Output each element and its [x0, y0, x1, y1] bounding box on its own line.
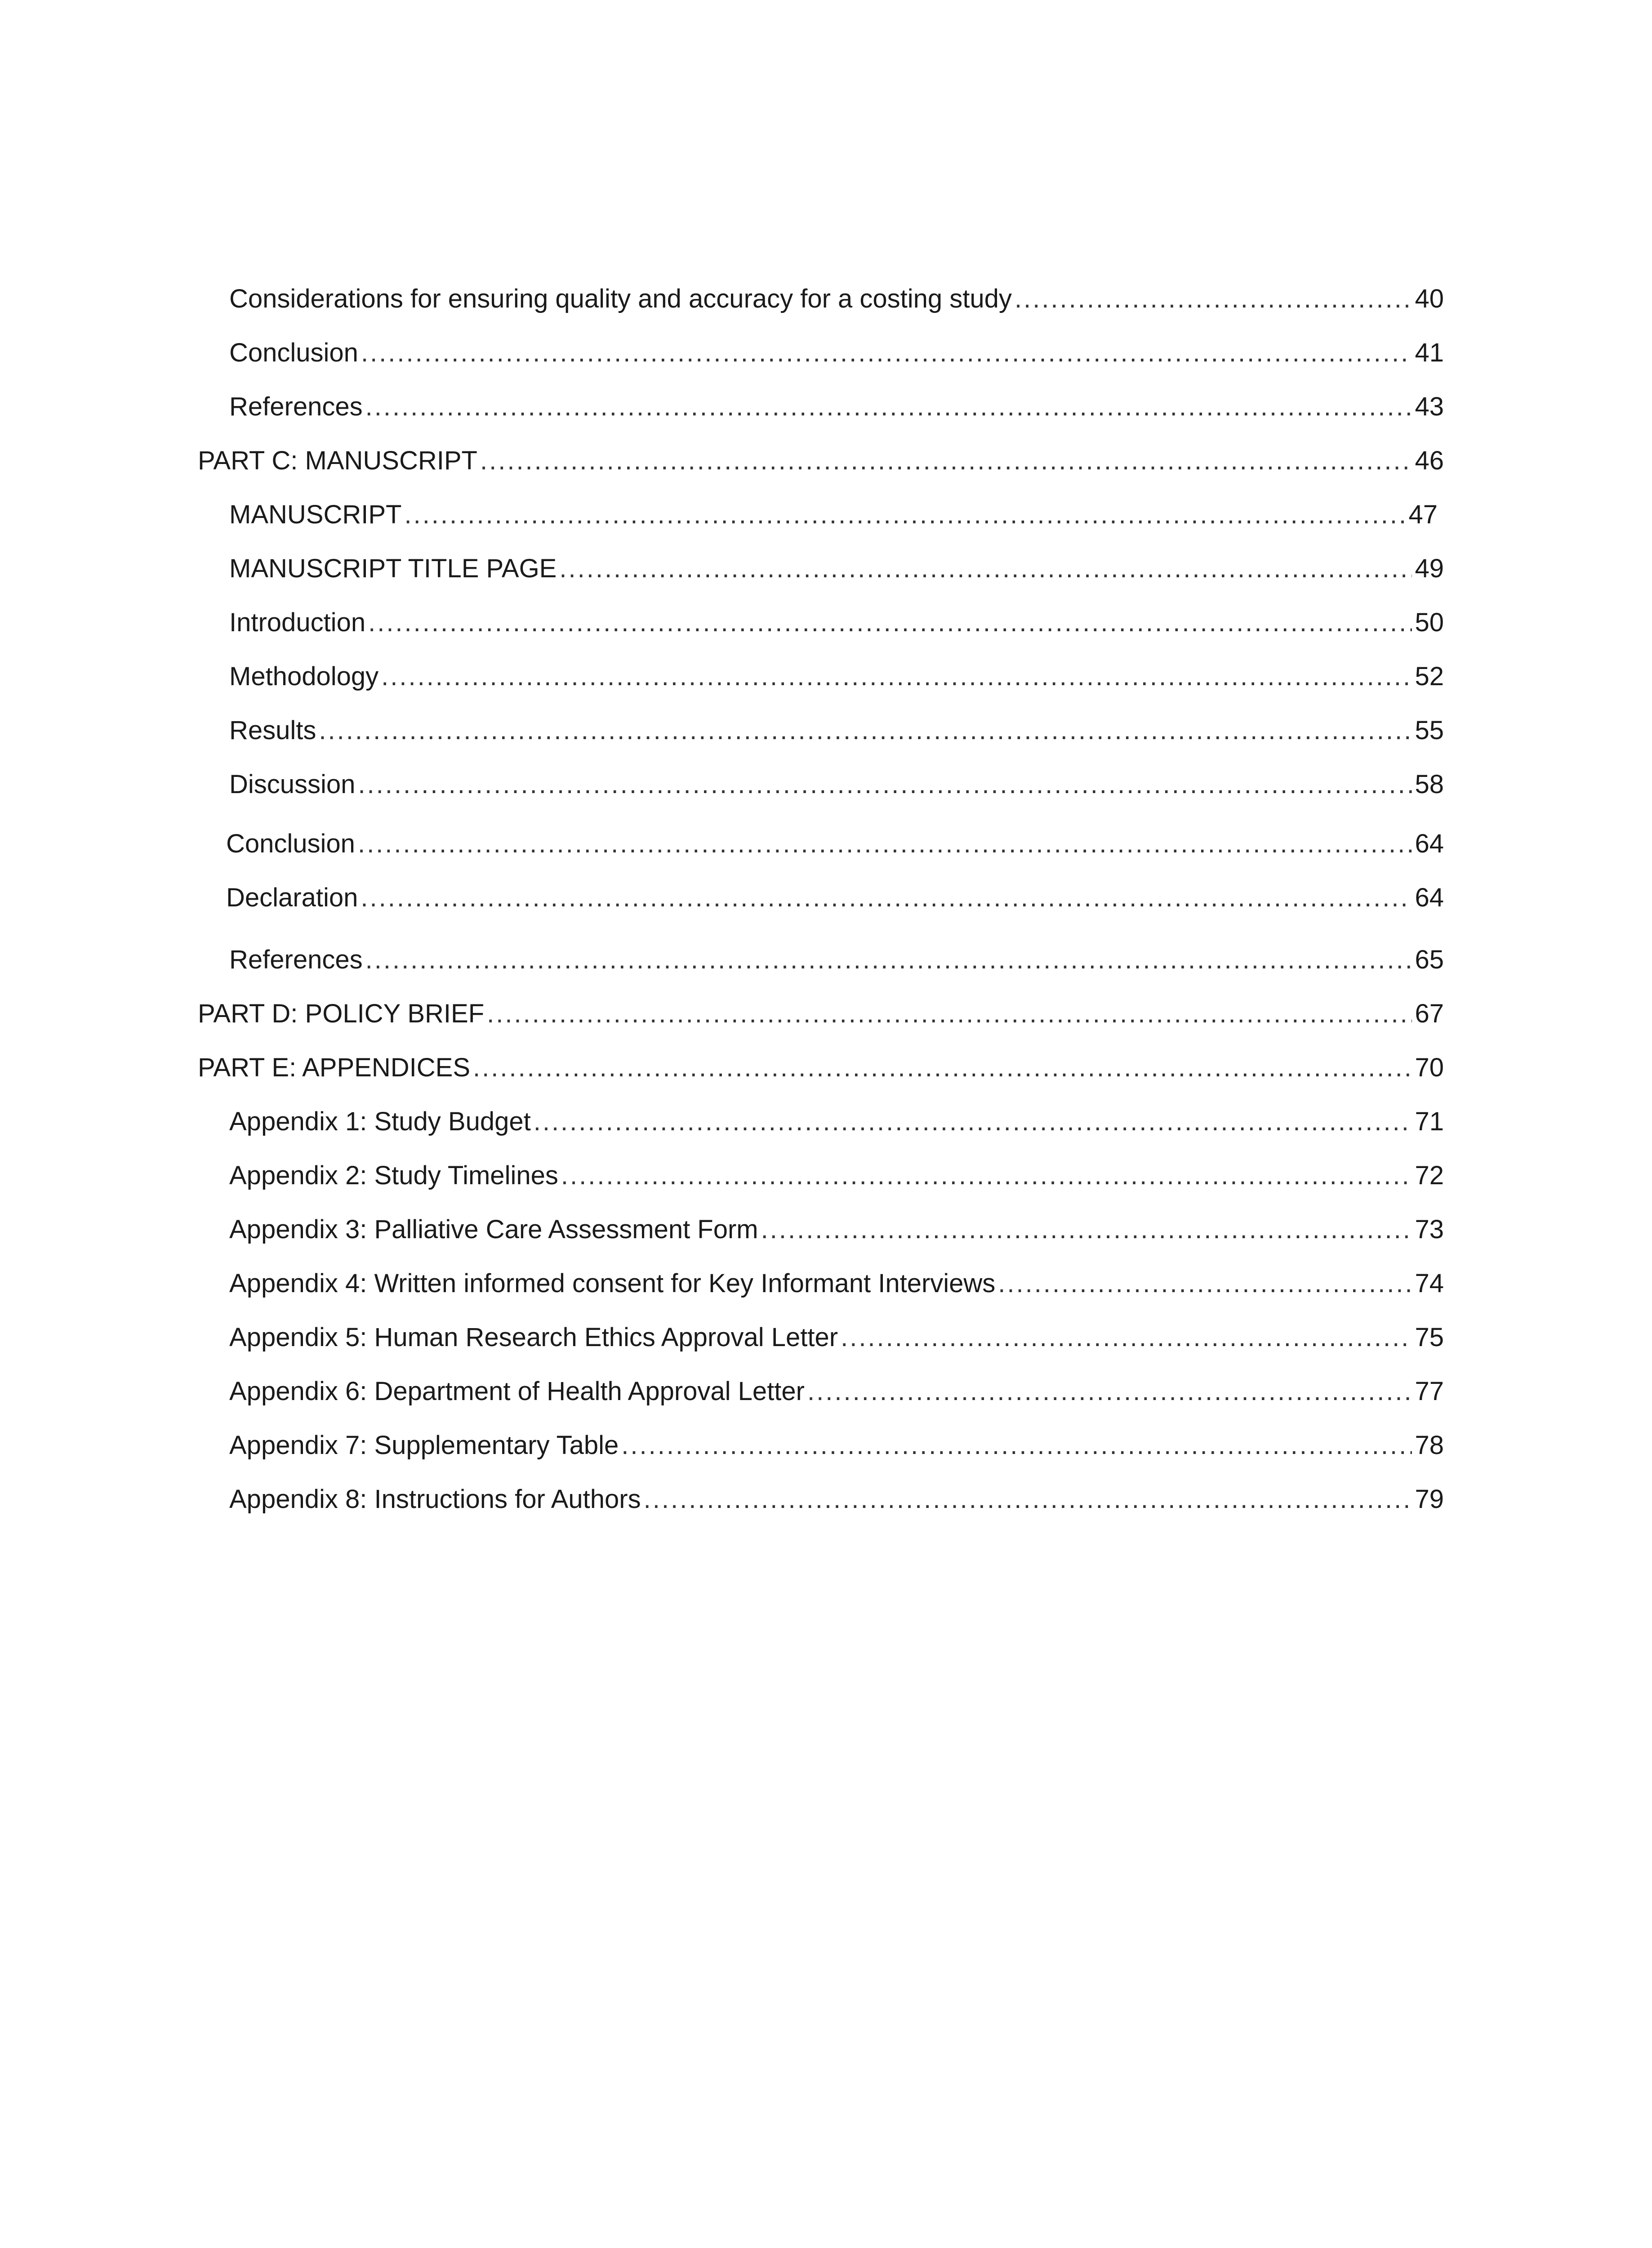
toc-entry[interactable]: [198, 764, 1444, 805]
toc-dot-leader: [365, 387, 1412, 427]
toc-dot-leader: [561, 1155, 1412, 1196]
toc-entry[interactable]: [198, 1479, 1444, 1520]
toc-entry[interactable]: [198, 602, 1444, 643]
toc-dot-leader: [480, 441, 1412, 481]
toc-entry-page: 52: [1415, 662, 1444, 691]
toc-entry-label: Declaration: [226, 883, 358, 912]
toc-entry-page: 73: [1415, 1215, 1444, 1244]
toc-entry-label: MANUSCRIPT TITLE PAGE: [229, 554, 557, 583]
toc-entry[interactable]: [198, 1263, 1444, 1304]
toc-entry[interactable]: [198, 1102, 1444, 1142]
toc-entry-page: 43: [1415, 392, 1444, 421]
toc-entry-page: 74: [1415, 1269, 1444, 1298]
toc-entry-label: Appendix 2: Study Timelines: [229, 1161, 558, 1190]
toc-entry[interactable]: [198, 656, 1444, 697]
toc-entry-label: Conclusion: [226, 829, 355, 858]
toc-entry-label: MANUSCRIPT: [229, 500, 402, 529]
toc-entry-page: 47: [1408, 500, 1438, 529]
toc-entry-label: Discussion: [229, 770, 356, 799]
toc-entry-page: 41: [1415, 338, 1444, 367]
toc-entry-label: Appendix 7: Supplementary Table: [229, 1431, 619, 1460]
toc-entry-page: 77: [1415, 1377, 1444, 1406]
toc-entry-label: PART D: POLICY BRIEF: [198, 999, 485, 1028]
toc-dot-leader: [841, 1317, 1412, 1358]
toc-entry-label: Appendix 4: Written informed consent for Key Informant Interviews: [229, 1269, 996, 1298]
toc-dot-leader: [361, 333, 1412, 373]
toc-entry-page: 46: [1415, 446, 1444, 475]
toc-entry-label: Appendix 8: Instructions for Authors: [229, 1485, 641, 1514]
toc-entry-label: PART C: MANUSCRIPT: [198, 446, 477, 475]
toc-dot-leader: [761, 1209, 1412, 1250]
toc-entry[interactable]: [198, 1155, 1444, 1196]
toc-entry-label: Appendix 3: Palliative Care Assessment Form: [229, 1215, 758, 1244]
toc-entry[interactable]: [198, 1371, 1444, 1412]
toc-entry-page: 55: [1415, 716, 1444, 745]
toc-entry-page: 71: [1415, 1107, 1444, 1136]
toc-dot-leader: [1015, 279, 1412, 319]
toc-entry[interactable]: [198, 878, 1444, 918]
toc-entry-page: 67: [1415, 999, 1444, 1028]
toc-entry-label: Considerations for ensuring quality and accuracy for a costing study: [229, 284, 1012, 313]
toc-entry-page: 40: [1415, 284, 1444, 313]
toc-dot-leader: [559, 549, 1412, 589]
toc-entry[interactable]: [198, 495, 1444, 535]
toc-entry-page: 50: [1415, 608, 1444, 637]
toc-entry-page: 49: [1415, 554, 1444, 583]
toc-entry-page: 64: [1415, 829, 1444, 858]
toc-dot-leader: [534, 1102, 1412, 1142]
toc-entry-page: 64: [1415, 883, 1444, 912]
toc-entry[interactable]: [198, 549, 1444, 589]
toc-entry-page: 75: [1415, 1323, 1444, 1352]
toc-dot-leader: [644, 1479, 1412, 1520]
toc-dot-leader: [473, 1048, 1412, 1088]
toc-entry[interactable]: [198, 940, 1444, 980]
toc-entry-page: 79: [1415, 1485, 1444, 1514]
toc-entry-label: Appendix 5: Human Research Ethics Approval Letter: [229, 1323, 838, 1352]
toc-entry-page: 70: [1415, 1053, 1444, 1082]
toc-entry[interactable]: [198, 1209, 1444, 1250]
toc-entry-label: References: [229, 392, 363, 421]
toc-dot-leader: [319, 710, 1412, 751]
toc-dot-leader: [365, 940, 1412, 980]
toc-entry-label: Appendix 1: Study Budget: [229, 1107, 531, 1136]
toc-dot-leader: [381, 656, 1412, 697]
toc-entry[interactable]: [198, 710, 1444, 751]
toc-entry[interactable]: [198, 387, 1444, 427]
toc-dot-leader: [621, 1425, 1412, 1466]
toc-dot-leader: [358, 764, 1412, 805]
toc-section-entry[interactable]: [198, 1048, 1444, 1088]
toc-entry-label: Results: [229, 716, 316, 745]
toc-entry-label: PART E: APPENDICES: [198, 1053, 470, 1082]
toc-entry-page: 65: [1415, 945, 1444, 974]
toc-dot-leader: [404, 495, 1406, 535]
toc-entry-label: References: [229, 945, 363, 974]
toc-entry-label: Methodology: [229, 662, 379, 691]
toc-entry[interactable]: [198, 279, 1444, 319]
toc-dot-leader: [358, 824, 1412, 864]
toc-dot-leader: [487, 994, 1412, 1034]
toc-entry-label: Appendix 6: Department of Health Approval Letter: [229, 1377, 805, 1406]
toc-entry-page: 58: [1415, 770, 1444, 799]
toc-entry[interactable]: [198, 333, 1444, 373]
toc-dot-leader: [368, 602, 1412, 643]
toc-entry-label: Conclusion: [229, 338, 358, 367]
toc-entry[interactable]: [198, 1317, 1444, 1358]
toc-entry-label: Introduction: [229, 608, 366, 637]
toc-section-entry[interactable]: [198, 994, 1444, 1034]
toc-dot-leader: [361, 878, 1412, 918]
toc-entry[interactable]: [198, 1425, 1444, 1466]
toc-section-entry[interactable]: [198, 441, 1444, 481]
toc-entry[interactable]: [198, 824, 1444, 864]
toc-entry-page: 72: [1415, 1161, 1444, 1190]
toc-entry-page: 78: [1415, 1431, 1444, 1460]
toc-dot-leader: [807, 1371, 1412, 1412]
toc-dot-leader: [998, 1263, 1412, 1304]
